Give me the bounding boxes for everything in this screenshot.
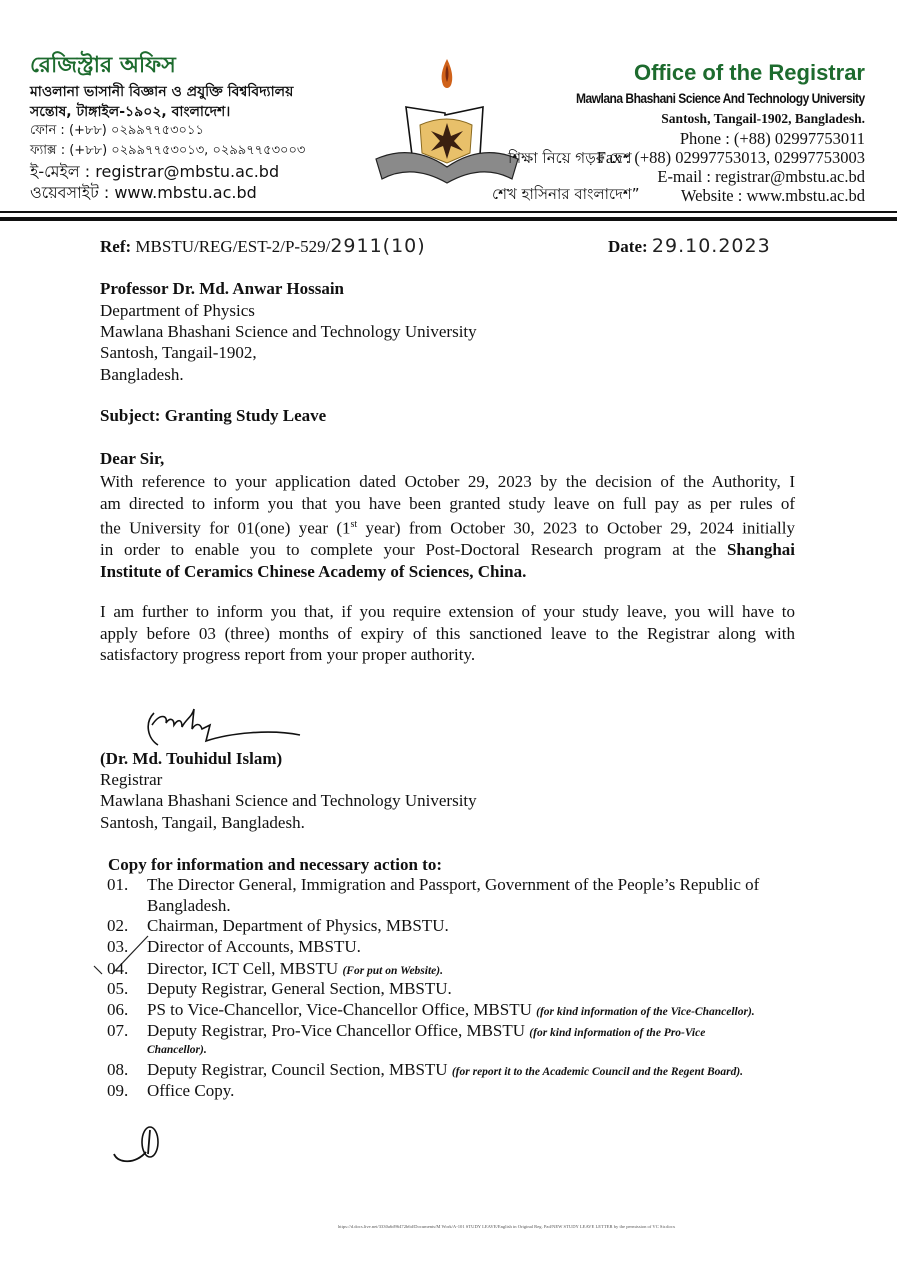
letterhead-email-english: E-mail : registrar@mbstu.ac.bd [657, 167, 865, 186]
letterhead-address-english: Santosh, Tangail-1902, Bangladesh. [661, 111, 865, 126]
copy-item-number: 06. [107, 1000, 129, 1019]
document-file-path: https://d.docs.live.net/3330a6d96472b6d/Documents/M Work/A-101 STUDY LEAVE/English in Original Reg. Pad/NEW STUDY LEAVE LETTER by the permission of VC Sir.docx [338, 1224, 676, 1229]
letterhead-address-bangla: সন্তোষ, টাঙ্গাইল-১৯০২, বাংলাদেশ। [30, 104, 231, 120]
copy-item-number: 08. [107, 1060, 129, 1079]
copy-to-item [107, 978, 452, 999]
date-handwritten: 29.10.2023 [651, 235, 771, 257]
checkmark-annotation-icon [92, 932, 152, 980]
letterhead-office-bangla: রেজিস্ট্রার অফিস [30, 53, 176, 78]
letterhead-fax-english: Fax : (+88) 02997753013, 02997753003 [596, 148, 865, 167]
slogan-line-2: শেখ হাসিনার বাংলাদেশ” [492, 185, 640, 203]
copy-item-note: (for kind information of the Pro-Vice [529, 1027, 706, 1039]
copy-item-text: The Director General, Immigration and Passport, Government of the People’s Republic of [147, 875, 760, 894]
letterhead-website-bangla: ওয়েবসাইট : www.mbstu.ac.bd [30, 183, 257, 202]
body-paragraph-2 [100, 601, 795, 666]
signatory-name: (Dr. Md. Touhidul Islam) [100, 749, 283, 768]
body-paragraph-1 [100, 471, 795, 582]
copy-item-text: Chairman, Department of Physics, MBSTU. [147, 916, 449, 935]
date-line [608, 236, 771, 257]
body-line: apply before 03 (three) months of expiry of this sanctioned leave to the Registrar along with [100, 623, 795, 643]
letterhead-university-bangla: মাওলানা ভাসানী বিজ্ঞান ও প্রযুক্তি বিশ্ববিদ্যালয় [30, 84, 294, 100]
slogan-line-1: শিক্ষা নিয়ে গড়ব দেশ [508, 149, 632, 167]
copy-item-number: 09. [107, 1081, 129, 1100]
body-fragment: in order to enable you to complete your Post-Doctoral Research program at the [100, 540, 727, 560]
letterhead-email-bangla: ই-মেইল : registrar@mbstu.ac.bd [30, 162, 280, 181]
copy-item-note: (For put on Website). [342, 965, 443, 977]
copy-item-note-cont: Chancellor). [147, 1044, 207, 1056]
recipient-line: Department of Physics [100, 301, 255, 320]
letterhead-fax-bangla: ফ্যাক্স : (+৮৮) ০২৯৯৭৭৫৩০১৩, ০২৯৯৭৭৫৩০০৩ [30, 143, 306, 158]
reference-line [100, 236, 426, 257]
body-line: With reference to your application dated October 29, 2023 by the decision of the Authority, I [100, 472, 795, 491]
letterhead-phone-english: Phone : (+88) 02997753011 [679, 129, 865, 148]
letterhead-divider-thin [0, 211, 897, 213]
signatory-title: Registrar [100, 770, 163, 789]
body-line: satisfactory progress report from your proper authority. [100, 645, 476, 664]
copy-item-number: 04. [107, 959, 129, 978]
copy-item-note: (for kind information of the Vice-Chancellor). [536, 1006, 755, 1018]
letterhead-website-english: Website : www.mbstu.ac.bd [680, 186, 865, 205]
copy-to-item [107, 1080, 234, 1101]
institution-name: Shanghai [726, 540, 795, 560]
recipient-name: Professor Dr. Md. Anwar Hossain [100, 279, 345, 298]
body-fragment: the University for 01(one) year (1 [100, 518, 351, 538]
signatory-address: Santosh, Tangail, Bangladesh. [100, 813, 305, 832]
ref-label: Ref: [100, 237, 132, 256]
letterhead-university-english: Mawlana Bhashani Science And Technology University [576, 90, 865, 106]
body-line: am directed to inform you that you have been granted study leave on full pay as per rules of [100, 493, 795, 513]
date-label: Date: [608, 237, 648, 256]
copy-item-text: Deputy Registrar, Pro-Vice Chancellor Office, MBSTU [147, 1021, 530, 1040]
institution-name-cont: Institute of Ceramics Chinese Academy of Sciences, China. [100, 561, 527, 581]
copy-item-text: Deputy Registrar, General Section, MBSTU. [147, 979, 452, 998]
copy-item-text: Deputy Registrar, Council Section, MBSTU [147, 1060, 452, 1079]
recipient-line: Santosh, Tangail-1902, [100, 343, 257, 362]
ref-value: MBSTU/REG/EST-2/P-529/ [135, 237, 331, 256]
initials-signature-icon [112, 1124, 172, 1170]
copy-item-text: Director, ICT Cell, MBSTU [147, 959, 343, 978]
letterhead-divider-thick [0, 217, 897, 221]
letterhead-phone-bangla: ফোন : (+৮৮) ০২৯৯৭৭৫৩০১১ [30, 123, 204, 138]
body-line [100, 539, 795, 561]
body-line [100, 514, 795, 539]
copy-item-text: Office Copy. [147, 1081, 235, 1100]
subject-line: Subject: Granting Study Leave [100, 406, 327, 425]
copy-to-item-cont: Bangladesh. [147, 896, 231, 915]
copy-item-text: PS to Vice-Chancellor, Vice-Chancellor Office, MBSTU [147, 1000, 537, 1019]
superscript-ordinal: st [350, 519, 358, 530]
copy-item-number: 03. [107, 937, 129, 956]
letterhead-office-english: Office of the Registrar [633, 60, 865, 85]
recipient-line: Mawlana Bhashani Science and Technology University [100, 322, 477, 341]
copy-item-note: (for report it to the Academic Council and the Regent Board). [451, 1066, 744, 1078]
copy-to-heading: Copy for information and necessary action to: [108, 855, 442, 874]
copy-to-item [107, 915, 449, 936]
ref-handwritten: 2911(10) [330, 235, 426, 257]
copy-to-item [107, 874, 759, 895]
copy-item-number: 05. [107, 979, 129, 998]
copy-item-number: 01. [107, 875, 129, 894]
copy-item-number: 02. [107, 916, 129, 935]
copy-item-number: 07. [107, 1021, 129, 1040]
body-fragment: year) from October 30, 2023 to October 29, 2024 initially [357, 518, 795, 538]
salutation: Dear Sir, [100, 449, 165, 468]
copy-item-text: Director of Accounts, MBSTU. [147, 937, 361, 956]
university-crest-icon [372, 55, 522, 185]
recipient-line: Bangladesh. [100, 365, 184, 384]
body-line: I am further to inform you that, if you require extension of your study leave, you will have to [100, 602, 795, 621]
signatory-org: Mawlana Bhashani Science and Technology University [100, 791, 477, 810]
